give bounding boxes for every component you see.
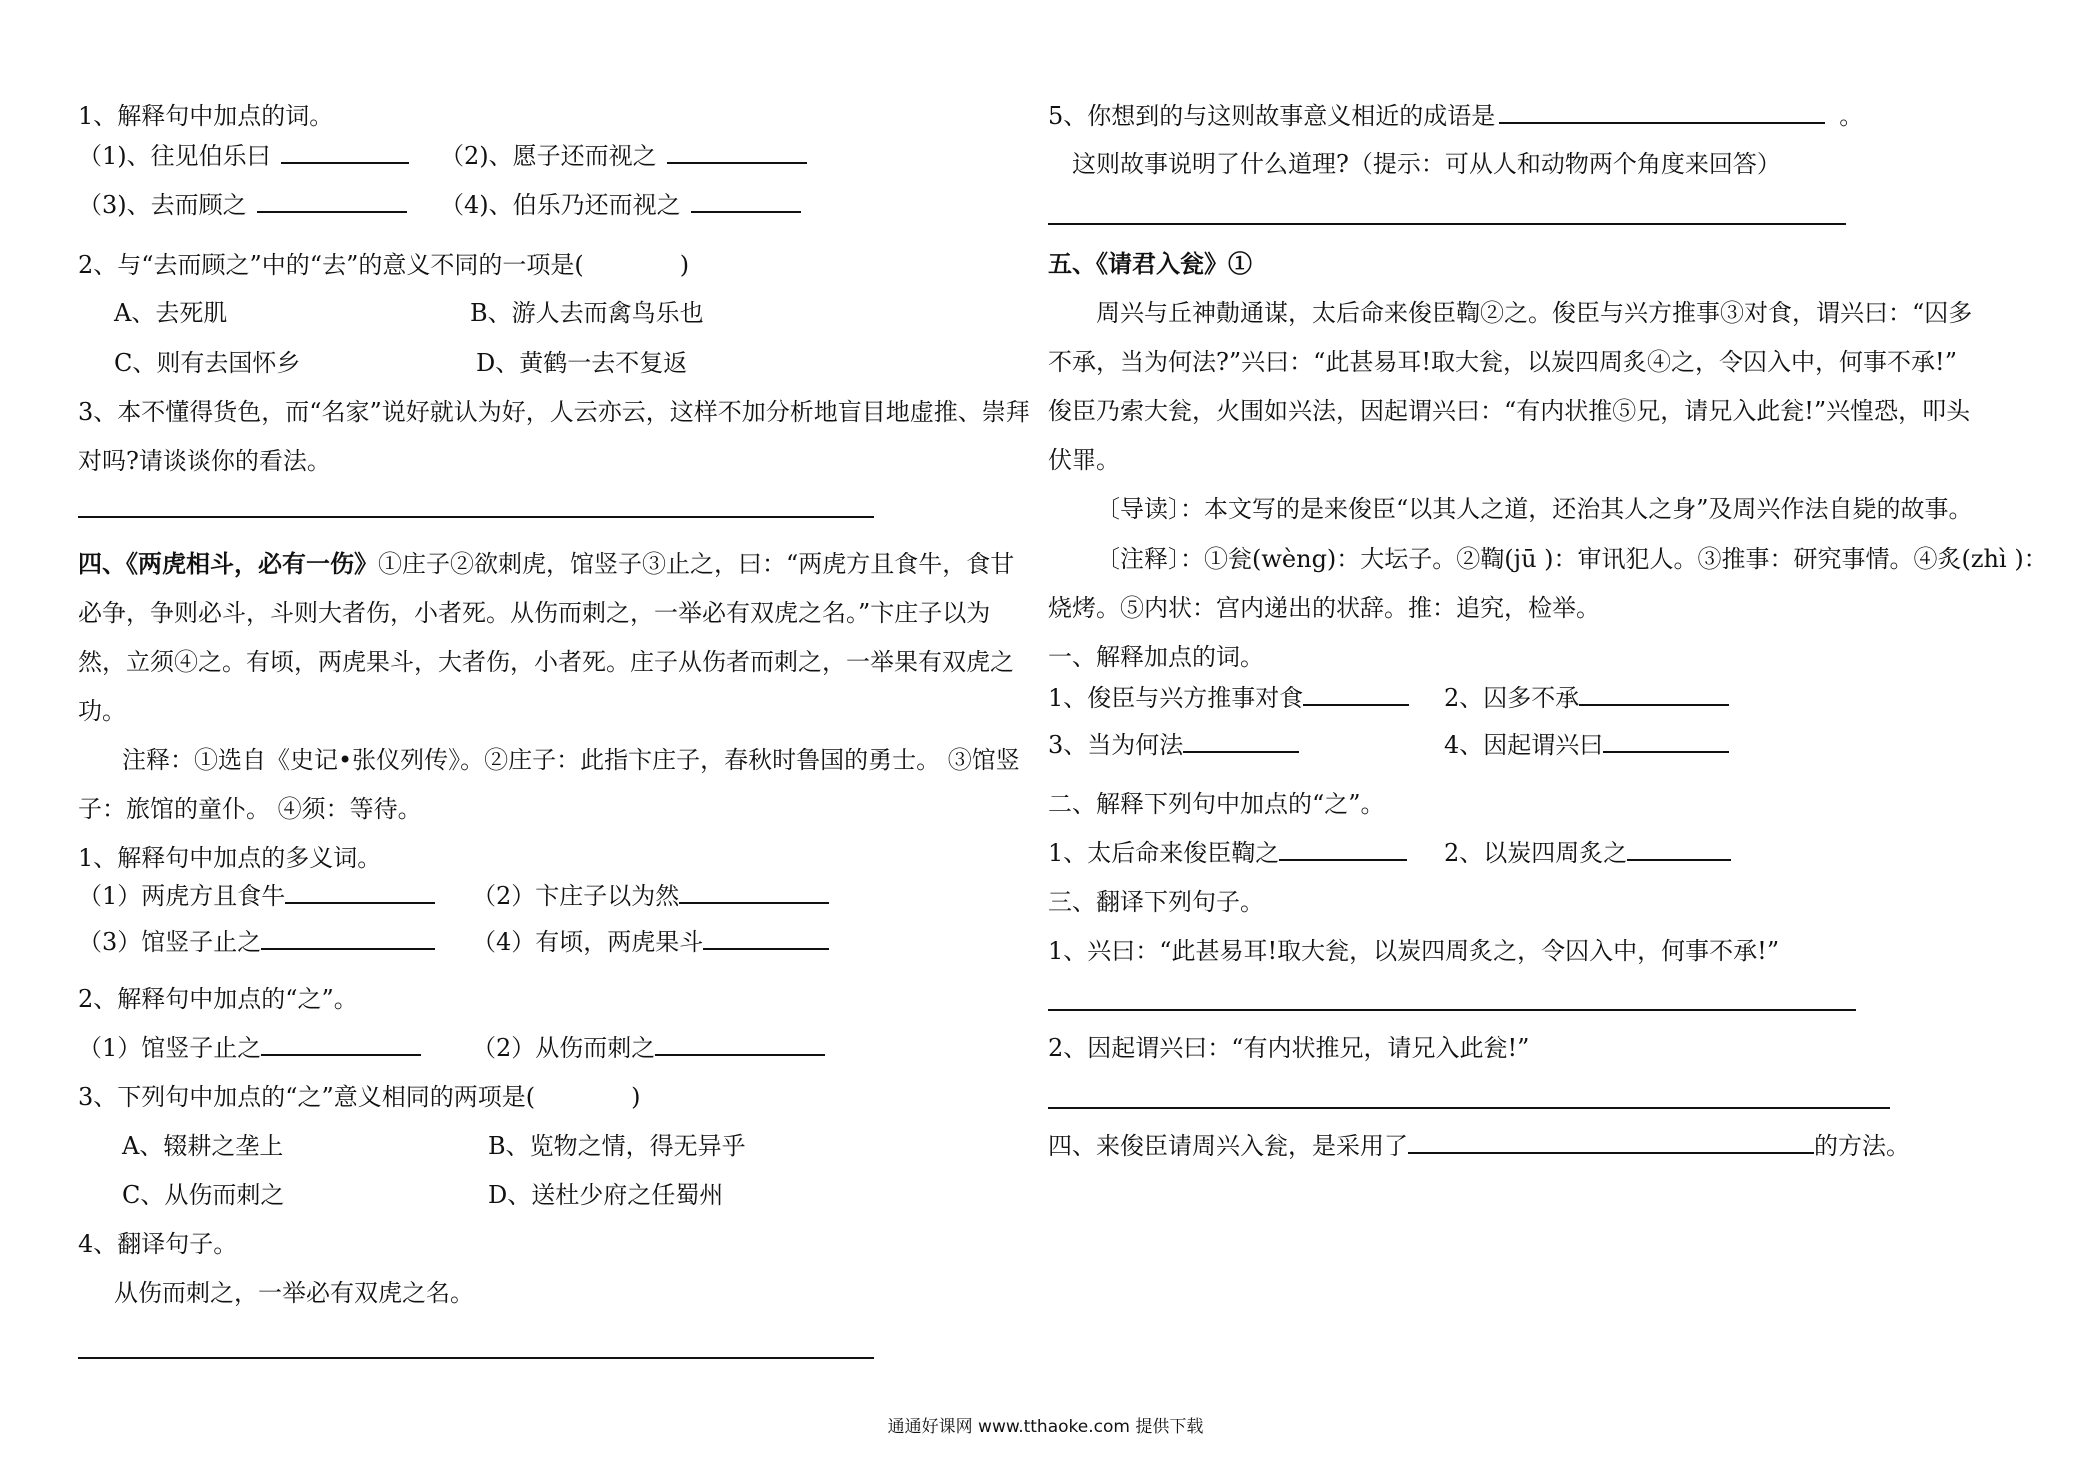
s4-question-2b [472,1036,825,1060]
part-3-title: 三、翻译下列句子。 [1048,888,1264,916]
s4-question-2: 2、解释句中加点的“之”。 [78,985,358,1013]
s4-option-3b: B、览物之情，得无异乎 [488,1132,746,1160]
part-1b [1444,686,1729,710]
section-5-text-3: 俊臣乃索大瓮，火围如兴法，因起谓兴曰：“有内状推⑤兄，请兄入此瓮!”兴惶恐，叩头 [1048,397,1971,425]
s4-question-1b-text: （2）卞庄子以为然 [472,882,680,910]
question-5-text: 5、你想到的与这则故事意义相近的成语是 [1048,102,1496,130]
section-5-note-2: 烧烤。⑤内状：宫内递出的状辞。推：追究，检举。 [1048,594,1600,622]
answer-line-6[interactable] [1048,223,1846,225]
question-6: 这则故事说明了什么道理?（提示：可从人和动物两个角度来回答） [1072,150,1781,178]
option-2c: C、则有去国怀乡 [114,349,301,377]
answer-blank-p1a[interactable] [1303,703,1409,706]
answer-line-3[interactable] [78,516,874,518]
answer-blank-1b[interactable] [667,161,807,164]
s4-question-4: 4、翻译句子。 [78,1230,238,1258]
answer-blank-1c[interactable] [257,210,407,213]
section-4-text-1: ①庄子②欲刺虎，馆竖子③止之，曰：“两虎方且食牛，食甘 [378,550,1015,578]
question-1-title: 1、解释句中加点的词。 [78,102,334,130]
section-5-note-1: 〔注释〕：①瓮(wèng)：大坛子。②鞫(jū )：审讯犯人。③推事：研究事情。④炙(zhì )： [1096,545,2048,573]
s4-question-3: 3、下列句中加点的“之”意义相同的两项是( ) [78,1083,641,1111]
section-4-text-3: 然，立须④之。有顷，两虎果斗，大者伤，小者死。庄子从伤者而刺之，一举果有双虎之 [78,648,1014,676]
answer-line-s4-4[interactable] [78,1357,874,1359]
answer-blank-p1c[interactable] [1183,750,1299,753]
s4-question-2a-text: （1）馆竖子止之 [78,1034,262,1062]
answer-blank-s4-2b[interactable] [655,1053,825,1056]
s4-question-1d [472,930,829,954]
section-4-text-2: 必争，争则必斗，斗则大者伤，小者死。从伤而刺之，一举必有双虎之名。”卞庄子以为 [78,599,991,627]
part-4 [1048,1134,1910,1158]
answer-blank-s4-2a[interactable] [261,1053,421,1056]
question-5-end: 。 [1839,102,1864,130]
part-2a-text: 1、太后命来俊臣鞫之 [1048,839,1280,867]
part-1b-text: 2、囚多不承 [1444,684,1580,712]
answer-blank-p2a[interactable] [1279,858,1407,861]
answer-line-p3b[interactable] [1048,1107,1890,1109]
answer-blank-s4-1b[interactable] [679,901,829,904]
s4-question-2b-text: （2）从伤而刺之 [472,1034,656,1062]
s4-question-2a [78,1036,421,1060]
question-1a [78,144,409,168]
part-1-title: 一、解释加点的词。 [1048,643,1264,671]
answer-line-p3a[interactable] [1048,1009,1856,1011]
part-2-title: 二、解释下列句中加点的“之”。 [1048,790,1385,818]
answer-blank-p2b[interactable] [1627,858,1731,861]
part-1a-text: 1、俊臣与兴方推事对食 [1048,684,1304,712]
option-2a: A、去死肌 [114,299,228,327]
section-4-title: 四、《两虎相斗，必有一伤》 [78,549,378,578]
answer-blank-1a[interactable] [281,161,409,164]
part-1d-text: 4、因起谓兴曰 [1444,731,1604,759]
s4-question-4-sentence: 从伤而刺之，一举必有双虎之名。 [114,1279,474,1307]
s4-question-1c [78,930,435,954]
part-3a: 1、兴曰：“此甚易耳!取大瓮，以炭四周炙之，令囚入中，何事不承!” [1048,937,1780,965]
part-2b-text: 2、以炭四周炙之 [1444,839,1628,867]
answer-blank-s4-1d[interactable] [703,947,829,950]
section-5-text-4: 伏罪。 [1048,446,1120,474]
section-4-note-1: 注释：①选自《史记•张仪列传》。②庄子：此指卞庄子，春秋时鲁国的勇士。 ③馆竖 [122,746,1020,774]
part-1c-text: 3、当为何法 [1048,731,1184,759]
part-1a [1048,686,1409,710]
question-3-line1: 3、本不懂得货色，而“名家”说好就认为好，人云亦云，这样不加分析地盲目地虚推、崇拜 [78,398,1030,426]
question-2: 2、与“去而顾之”中的“去”的意义不同的一项是( ) [78,251,690,279]
section-5-text-1: 周兴与丘神勣通谋，太后命来俊臣鞫②之。俊臣与兴方推事③对食，谓兴曰：“囚多 [1096,299,1973,327]
s4-question-1a [78,884,435,908]
section-4-text-4: 功。 [78,697,126,725]
question-1d [440,193,801,217]
question-3-line2: 对吗?请谈谈你的看法。 [78,447,331,475]
answer-blank-p1b[interactable] [1579,703,1729,706]
part-1c [1048,733,1299,757]
part-4-end: 的方法。 [1814,1132,1910,1160]
s4-question-1: 1、解释句中加点的多义词。 [78,844,382,872]
s4-option-3c: C、从伤而刺之 [122,1181,285,1209]
s4-option-3d: D、送杜少府之任蜀州 [488,1181,724,1209]
s4-question-1c-text: （3）馆竖子止之 [78,928,262,956]
answer-blank-5[interactable] [1499,121,1825,124]
part-4-text: 四、来俊臣请周兴入瓮，是采用了 [1048,1132,1408,1160]
s4-question-1b [472,884,829,908]
s4-question-1a-text: （1）两虎方且食牛 [78,882,286,910]
answer-blank-s4-1a[interactable] [285,901,435,904]
option-2b: B、游人去而禽鸟乐也 [470,299,704,327]
option-2d: D、黄鹤一去不复返 [476,349,688,377]
section-5-text-2: 不承，当为何法?”兴曰：“此甚易耳!取大瓮，以炭四周炙④之，令囚入中，何事不承!” [1048,348,1957,376]
answer-blank-s4-1c[interactable] [261,947,435,950]
question-5 [1048,104,1863,128]
footer-credit: 通通好课网 www.tthaoke.com 提供下载 [887,1417,1204,1437]
answer-blank-p4[interactable] [1408,1151,1814,1154]
part-2a [1048,841,1407,865]
part-1d [1444,733,1729,757]
s4-question-1d-text: （4）有顷，两虎果斗 [472,928,704,956]
part-2b [1444,841,1731,865]
question-1a-text: （1)、往见伯乐曰 [78,142,271,170]
answer-blank-1d[interactable] [691,210,801,213]
section-5-guide: 〔导读〕：本文写的是来俊臣“以其人之道，还治其人之身”及周兴作法自毙的故事。 [1096,495,1973,523]
section-4-line1 [78,549,1015,578]
s4-option-3a: A、辍耕之垄上 [122,1132,284,1160]
question-1b [440,144,807,168]
answer-blank-p1d[interactable] [1603,750,1729,753]
section-4-note-2: 子：旅馆的童仆。 ④须：等待。 [78,795,422,823]
question-1c-text: （3)、去而顾之 [78,191,247,219]
part-3b: 2、因起谓兴曰：“有内状推兄，请兄入此瓮!” [1048,1034,1530,1062]
question-1d-text: （4)、伯乐乃还而视之 [440,191,681,219]
section-5-title: 五、《请君入瓮》① [1048,249,1252,278]
question-1b-text: （2)、愿子还而视之 [440,142,657,170]
question-1c [78,193,407,217]
